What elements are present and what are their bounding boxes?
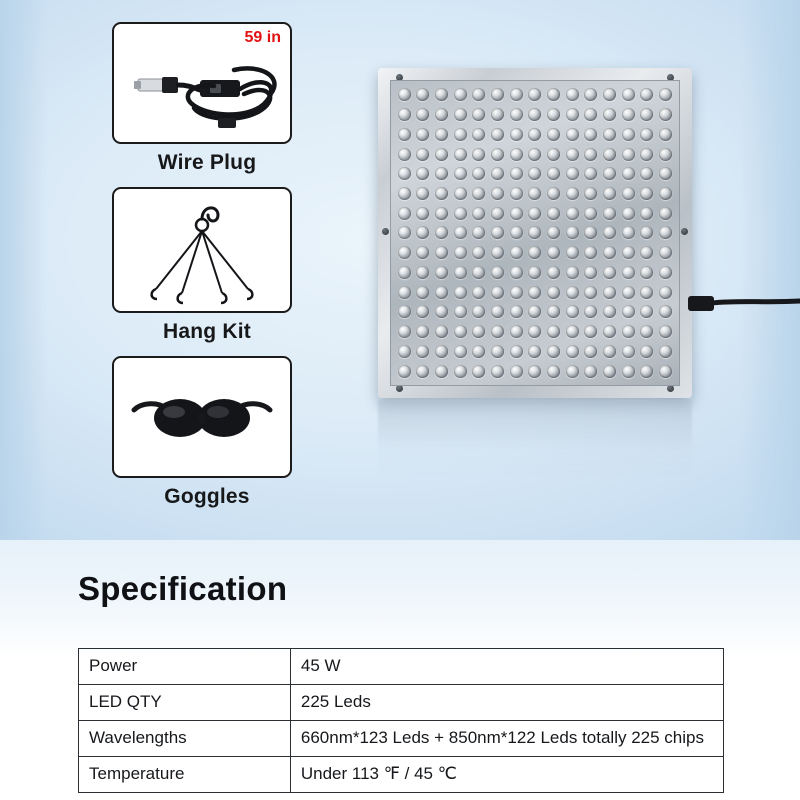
led-diode <box>547 148 560 161</box>
led-diode <box>584 187 597 200</box>
led-diode <box>547 226 560 239</box>
led-diode <box>566 246 579 259</box>
led-diode <box>547 108 560 121</box>
led-diode <box>566 286 579 299</box>
led-diode <box>640 187 653 200</box>
led-diode <box>640 305 653 318</box>
led-diode <box>510 226 523 239</box>
screw-icon <box>396 385 403 392</box>
led-diode <box>547 187 560 200</box>
led-diode <box>510 207 523 220</box>
led-diode <box>584 108 597 121</box>
led-diode <box>566 187 579 200</box>
led-diode <box>454 207 467 220</box>
led-diode <box>510 148 523 161</box>
led-diode <box>398 148 411 161</box>
led-diode <box>622 365 635 378</box>
led-diode <box>603 345 616 358</box>
led-diode <box>435 246 448 259</box>
accessory-item-goggles <box>112 356 302 509</box>
led-diode <box>510 128 523 141</box>
led-diode <box>622 167 635 180</box>
led-diode <box>584 286 597 299</box>
led-diode <box>603 88 616 101</box>
led-diode <box>547 286 560 299</box>
led-diode <box>603 286 616 299</box>
led-diode <box>454 226 467 239</box>
led-diode <box>491 148 504 161</box>
led-diode <box>584 365 597 378</box>
led-diode <box>528 325 541 338</box>
led-diode <box>528 365 541 378</box>
led-diode <box>547 266 560 279</box>
led-diode <box>528 128 541 141</box>
led-diode <box>454 325 467 338</box>
led-diode <box>584 305 597 318</box>
led-diode <box>584 167 597 180</box>
led-diode <box>584 128 597 141</box>
right-edge-gradient <box>740 0 800 540</box>
led-diode <box>659 246 672 259</box>
led-diode <box>454 128 467 141</box>
led-diode <box>416 187 429 200</box>
spec-key: Temperature <box>79 757 291 793</box>
led-diode <box>603 266 616 279</box>
led-diode <box>491 286 504 299</box>
led-diode <box>454 167 467 180</box>
led-diode <box>472 325 485 338</box>
led-diode <box>603 365 616 378</box>
led-diode <box>622 266 635 279</box>
led-diode <box>622 148 635 161</box>
led-diode <box>398 128 411 141</box>
table-row <box>79 685 724 721</box>
spec-key: Wavelengths <box>79 721 291 757</box>
led-diode <box>640 108 653 121</box>
spec-value: Under 113 ℉ / 45 ℃ <box>290 757 723 793</box>
hang-kit-card <box>112 187 292 313</box>
spec-value: 45 W <box>290 649 723 685</box>
led-diode <box>472 88 485 101</box>
led-diode <box>416 207 429 220</box>
led-diode <box>622 187 635 200</box>
led-diode <box>398 246 411 259</box>
led-diode <box>566 365 579 378</box>
led-diode <box>659 108 672 121</box>
led-diode <box>454 88 467 101</box>
led-diode <box>435 167 448 180</box>
led-diode <box>454 286 467 299</box>
led-diode <box>603 128 616 141</box>
led-diode <box>622 207 635 220</box>
led-diode <box>622 325 635 338</box>
led-diode <box>416 226 429 239</box>
specification-title: Specification <box>78 570 288 607</box>
led-diode <box>566 305 579 318</box>
led-diode <box>640 226 653 239</box>
table-row <box>79 649 724 685</box>
led-diode <box>491 345 504 358</box>
led-diode <box>398 305 411 318</box>
led-diode <box>454 345 467 358</box>
led-diode <box>491 167 504 180</box>
led-diode <box>622 128 635 141</box>
led-diode <box>528 148 541 161</box>
led-diode <box>640 266 653 279</box>
specification-table <box>78 648 724 793</box>
led-diode <box>622 286 635 299</box>
led-diode <box>416 148 429 161</box>
led-grid <box>390 80 680 386</box>
led-diode <box>472 286 485 299</box>
led-diode <box>510 187 523 200</box>
led-diode <box>454 246 467 259</box>
led-diode <box>416 246 429 259</box>
led-diode <box>603 108 616 121</box>
led-diode <box>547 167 560 180</box>
led-diode <box>398 325 411 338</box>
led-diode <box>398 207 411 220</box>
led-diode <box>528 266 541 279</box>
led-diode <box>659 148 672 161</box>
led-diode <box>510 266 523 279</box>
led-diode <box>566 167 579 180</box>
led-diode <box>435 226 448 239</box>
led-diode <box>472 365 485 378</box>
accessory-item-wire-plug <box>112 22 302 175</box>
led-diode <box>528 345 541 358</box>
led-diode <box>528 167 541 180</box>
led-diode <box>566 207 579 220</box>
hanging-hook-kit-icon <box>114 189 290 311</box>
led-diode <box>566 226 579 239</box>
led-diode <box>491 305 504 318</box>
led-diode <box>491 187 504 200</box>
led-diode <box>640 207 653 220</box>
led-diode <box>416 167 429 180</box>
led-diode <box>547 345 560 358</box>
accessory-label-wire-plug: Wire Plug <box>157 151 257 174</box>
led-diode <box>659 128 672 141</box>
led-diode <box>659 207 672 220</box>
led-diode <box>659 226 672 239</box>
led-diode <box>472 148 485 161</box>
led-diode <box>566 88 579 101</box>
led-diode <box>659 286 672 299</box>
led-diode <box>454 187 467 200</box>
led-diode <box>528 226 541 239</box>
led-diode <box>640 286 653 299</box>
led-diode <box>491 207 504 220</box>
led-diode <box>435 305 448 318</box>
led-diode <box>510 108 523 121</box>
led-diode <box>472 207 485 220</box>
led-diode <box>454 305 467 318</box>
led-diode <box>528 286 541 299</box>
led-diode <box>510 365 523 378</box>
led-diode <box>398 286 411 299</box>
led-diode <box>454 108 467 121</box>
power-cord-icon <box>688 292 800 316</box>
led-diode <box>622 345 635 358</box>
led-diode <box>491 325 504 338</box>
led-diode <box>659 88 672 101</box>
led-diode <box>566 345 579 358</box>
led-diode <box>472 266 485 279</box>
spec-key: Power <box>79 649 291 685</box>
led-diode <box>472 128 485 141</box>
led-diode <box>491 226 504 239</box>
safety-goggles-icon <box>114 358 290 476</box>
spec-value: 660nm*123 Leds + 850nm*122 Leds totally 225 chips <box>290 721 723 757</box>
led-diode <box>640 148 653 161</box>
led-diode <box>547 365 560 378</box>
led-diode <box>659 266 672 279</box>
accessory-label-hang-kit: Hang Kit <box>163 320 251 343</box>
led-diode <box>435 148 448 161</box>
led-diode <box>547 88 560 101</box>
led-diode <box>528 207 541 220</box>
led-diode <box>472 187 485 200</box>
led-diode <box>603 226 616 239</box>
led-diode <box>547 246 560 259</box>
led-diode <box>435 88 448 101</box>
accessory-item-hang-kit <box>112 187 302 344</box>
led-diode <box>435 286 448 299</box>
goggles-card <box>112 356 292 478</box>
led-diode <box>659 345 672 358</box>
led-diode <box>454 148 467 161</box>
led-diode <box>491 88 504 101</box>
led-diode <box>416 88 429 101</box>
table-row <box>79 721 724 757</box>
led-diode <box>510 88 523 101</box>
led-diode <box>603 305 616 318</box>
led-diode <box>603 148 616 161</box>
led-diode <box>435 108 448 121</box>
led-diode <box>603 187 616 200</box>
led-diode <box>603 325 616 338</box>
led-diode <box>640 88 653 101</box>
led-diode <box>416 266 429 279</box>
led-diode <box>398 345 411 358</box>
led-diode <box>547 207 560 220</box>
length-badge: 59 in <box>244 29 281 46</box>
led-grow-light-panel-image <box>378 68 692 398</box>
led-diode <box>528 88 541 101</box>
led-diode <box>472 345 485 358</box>
left-edge-gradient <box>0 0 48 540</box>
led-diode <box>547 325 560 338</box>
led-diode <box>659 187 672 200</box>
spec-key: LED QTY <box>79 685 291 721</box>
led-diode <box>416 365 429 378</box>
led-diode <box>584 246 597 259</box>
led-diode <box>584 207 597 220</box>
led-diode <box>659 167 672 180</box>
led-diode <box>640 128 653 141</box>
led-diode <box>640 167 653 180</box>
led-diode <box>435 345 448 358</box>
led-diode <box>640 325 653 338</box>
led-diode <box>510 167 523 180</box>
led-diode <box>528 187 541 200</box>
led-diode <box>491 246 504 259</box>
led-diode <box>584 266 597 279</box>
led-diode <box>472 167 485 180</box>
led-diode <box>472 246 485 259</box>
panel-reflection <box>378 400 692 478</box>
led-diode <box>603 207 616 220</box>
led-diode <box>528 305 541 318</box>
led-diode <box>416 286 429 299</box>
led-diode <box>454 365 467 378</box>
led-diode <box>566 148 579 161</box>
led-diode <box>435 325 448 338</box>
led-diode <box>510 325 523 338</box>
led-diode <box>566 128 579 141</box>
panel-frame <box>378 68 692 398</box>
led-diode <box>603 167 616 180</box>
led-diode <box>528 108 541 121</box>
led-diode <box>491 365 504 378</box>
screw-icon <box>382 228 389 235</box>
led-diode <box>566 325 579 338</box>
led-diode <box>603 246 616 259</box>
led-diode <box>454 266 467 279</box>
led-diode <box>510 286 523 299</box>
led-diode <box>398 167 411 180</box>
led-diode <box>435 365 448 378</box>
led-diode <box>435 128 448 141</box>
led-diode <box>566 108 579 121</box>
led-diode <box>435 266 448 279</box>
led-diode <box>398 187 411 200</box>
led-diode <box>398 266 411 279</box>
led-diode <box>659 365 672 378</box>
led-diode <box>584 345 597 358</box>
led-diode <box>398 365 411 378</box>
led-diode <box>472 305 485 318</box>
led-diode <box>435 207 448 220</box>
led-diode <box>622 226 635 239</box>
led-diode <box>416 345 429 358</box>
led-diode <box>640 246 653 259</box>
led-diode <box>622 88 635 101</box>
led-diode <box>622 305 635 318</box>
led-diode <box>510 246 523 259</box>
led-diode <box>566 266 579 279</box>
led-diode <box>416 128 429 141</box>
led-diode <box>398 108 411 121</box>
led-diode <box>416 108 429 121</box>
led-diode <box>584 148 597 161</box>
led-diode <box>584 226 597 239</box>
led-diode <box>622 108 635 121</box>
led-diode <box>398 88 411 101</box>
led-diode <box>510 345 523 358</box>
wire-plug-card <box>112 22 292 144</box>
led-diode <box>435 187 448 200</box>
table-row <box>79 757 724 793</box>
accessory-list <box>112 22 302 521</box>
led-diode <box>640 345 653 358</box>
led-diode <box>491 266 504 279</box>
led-diode <box>584 88 597 101</box>
led-diode <box>547 128 560 141</box>
led-diode <box>416 305 429 318</box>
led-diode <box>528 246 541 259</box>
spec-value: 225 Leds <box>290 685 723 721</box>
led-diode <box>510 305 523 318</box>
led-diode <box>491 128 504 141</box>
led-diode <box>416 325 429 338</box>
led-diode <box>547 305 560 318</box>
led-diode <box>398 226 411 239</box>
led-diode <box>622 246 635 259</box>
screw-icon <box>667 385 674 392</box>
led-diode <box>472 226 485 239</box>
led-diode <box>584 325 597 338</box>
screw-icon <box>681 228 688 235</box>
led-diode <box>472 108 485 121</box>
accessory-label-goggles: Goggles <box>164 485 250 508</box>
led-diode <box>659 325 672 338</box>
led-diode <box>640 365 653 378</box>
led-diode <box>659 305 672 318</box>
led-diode <box>491 108 504 121</box>
